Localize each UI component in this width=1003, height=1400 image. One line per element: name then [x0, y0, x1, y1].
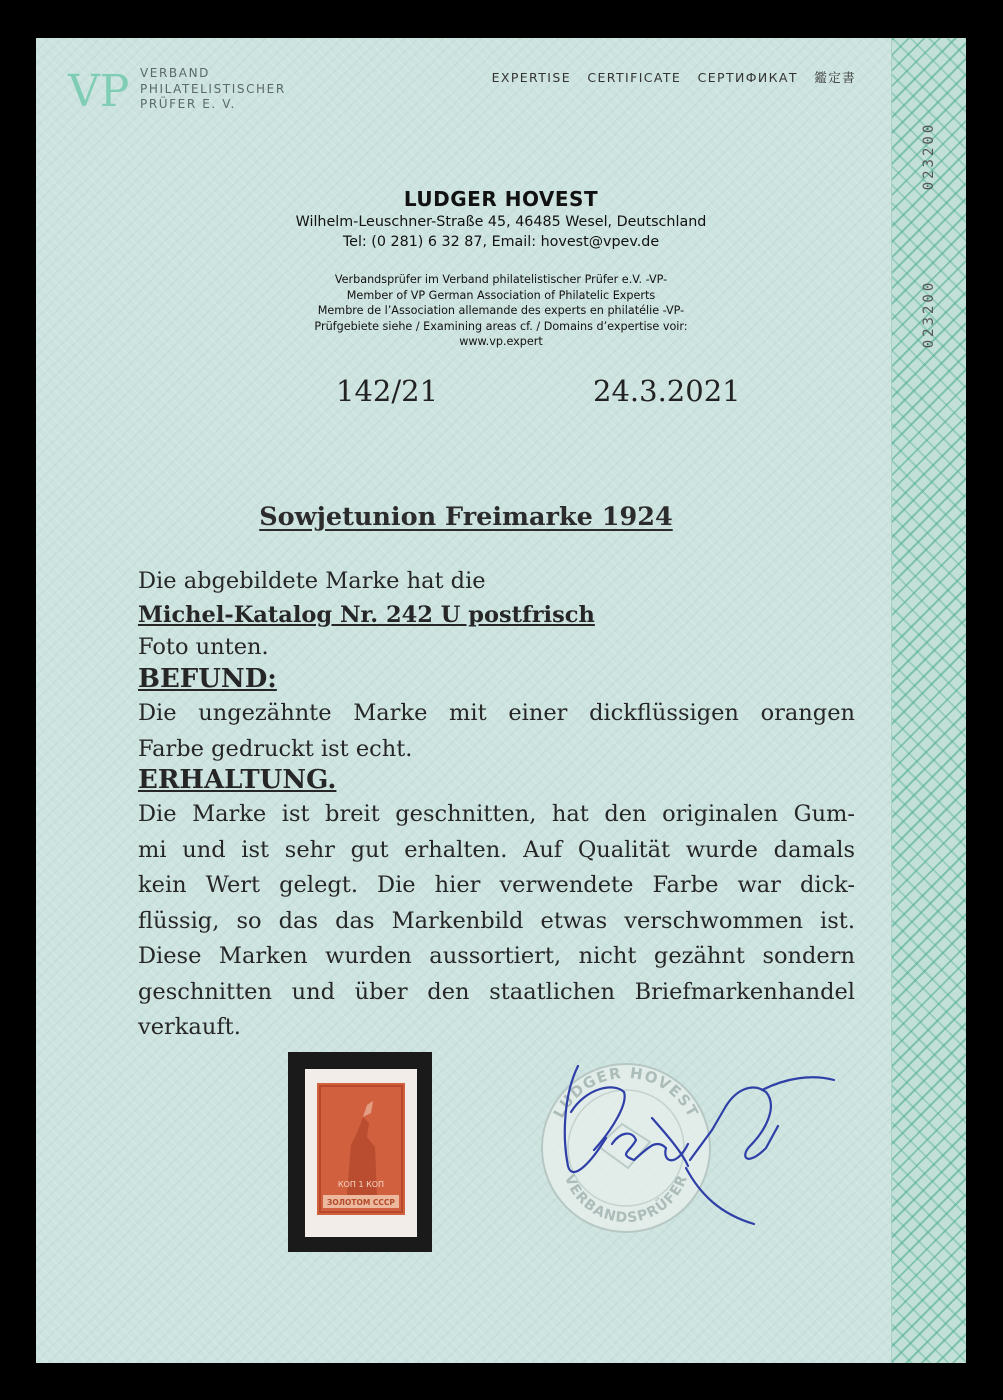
intro-line: Die abgebildete Marke hat die	[138, 568, 486, 594]
serial-number-lower: 023200	[921, 279, 937, 349]
certificate-word-de: EXPERTISE	[491, 70, 571, 85]
membership-website: www.vp.expert	[459, 335, 543, 348]
seal-top-text: LUDGER HOVEST	[549, 1063, 703, 1122]
condition-line: geschnitten und über den staatlichen Briefmarkenhandel	[138, 978, 855, 1005]
membership-info	[36, 272, 966, 350]
vp-logo-text: VP	[68, 66, 130, 114]
condition-line: mi und ist sehr gut erhalten. Auf Qualität wurde damals	[138, 836, 855, 863]
expert-seal-and-signature	[516, 1048, 836, 1248]
certificate-label	[481, 68, 856, 86]
stamp-photo	[288, 1052, 432, 1252]
association-line-3: PRÜFER E. V.	[140, 97, 236, 111]
association-line-2: PHILATELISTISCHER	[140, 81, 286, 96]
findings-heading: BEFUND:	[138, 664, 277, 694]
stamp-image	[317, 1083, 405, 1215]
certificate-word-ru: СЕРТИФИКАТ	[697, 70, 798, 85]
certificate-word-en: CERTIFICATE	[587, 70, 682, 85]
stamp-margin	[305, 1069, 417, 1237]
findings-line: Farbe gedruckt ist echt.	[138, 735, 413, 762]
association-name	[140, 66, 286, 113]
serial-number-upper: 023200	[921, 121, 937, 191]
expert-info	[36, 186, 966, 252]
catalog-line: Michel-Katalog Nr. 242 U postfrisch	[138, 602, 595, 628]
certificate-page	[36, 38, 966, 1363]
expert-address: Wilhelm-Leuschner-Straße 45, 46485 Wesel, Deutschland	[295, 214, 707, 230]
condition-heading: ERHALTUNG.	[138, 765, 337, 795]
stamp-country: ЗОЛОТОМ СССР	[327, 1198, 395, 1207]
expert-name: LUDGER HOVEST	[403, 187, 599, 211]
condition-line: verkauft.	[138, 1014, 241, 1040]
certificate-body	[138, 566, 855, 1046]
membership-line: Verbandsprüfer im Verband philatelistischer Prüfer e.V. -VP-	[334, 273, 668, 286]
expert-contact: Tel: (0 281) 6 32 87, Email: hovest@vpev.de	[342, 234, 660, 250]
condition-line: flüssig, so das das Markenbild etwas verschwommen ist.	[138, 907, 855, 934]
condition-line: Die Marke ist breit geschnitten, hat den originalen Gum-	[138, 801, 855, 827]
seal-bottom-text: VERBANDSPRÜFER	[560, 1172, 692, 1227]
photo-note: Foto unten.	[138, 634, 269, 660]
certificate-title: Sowjetunion Freimarke 1924	[259, 502, 673, 532]
condition-line: Diese Marken wurden aussortiert, nicht gezähnt sondern	[138, 943, 855, 969]
membership-line: Member of VP German Association of Philatelic Experts	[346, 288, 656, 302]
certificate-number: 142/21	[336, 374, 439, 408]
certificate-word-jp: 鑑定書	[814, 70, 856, 85]
membership-line: Membre de l’Association allemande des experts en philatélie -VP-	[317, 304, 685, 317]
stamp-value: КОП 1 КОП	[337, 1180, 385, 1189]
association-line-1: VERBAND	[140, 66, 210, 80]
findings-line: Die ungezähnte Marke mit einer dickflüssigen orangen	[138, 700, 855, 726]
vp-logo	[66, 66, 130, 114]
condition-line: kein Wert gelegt. Die hier verwendete Farbe war dick-	[138, 872, 855, 898]
membership-line: Prüfgebiete siehe / Examining areas cf. / Domains d’expertise voir:	[314, 319, 688, 333]
certificate-date: 24.3.2021	[593, 374, 741, 408]
